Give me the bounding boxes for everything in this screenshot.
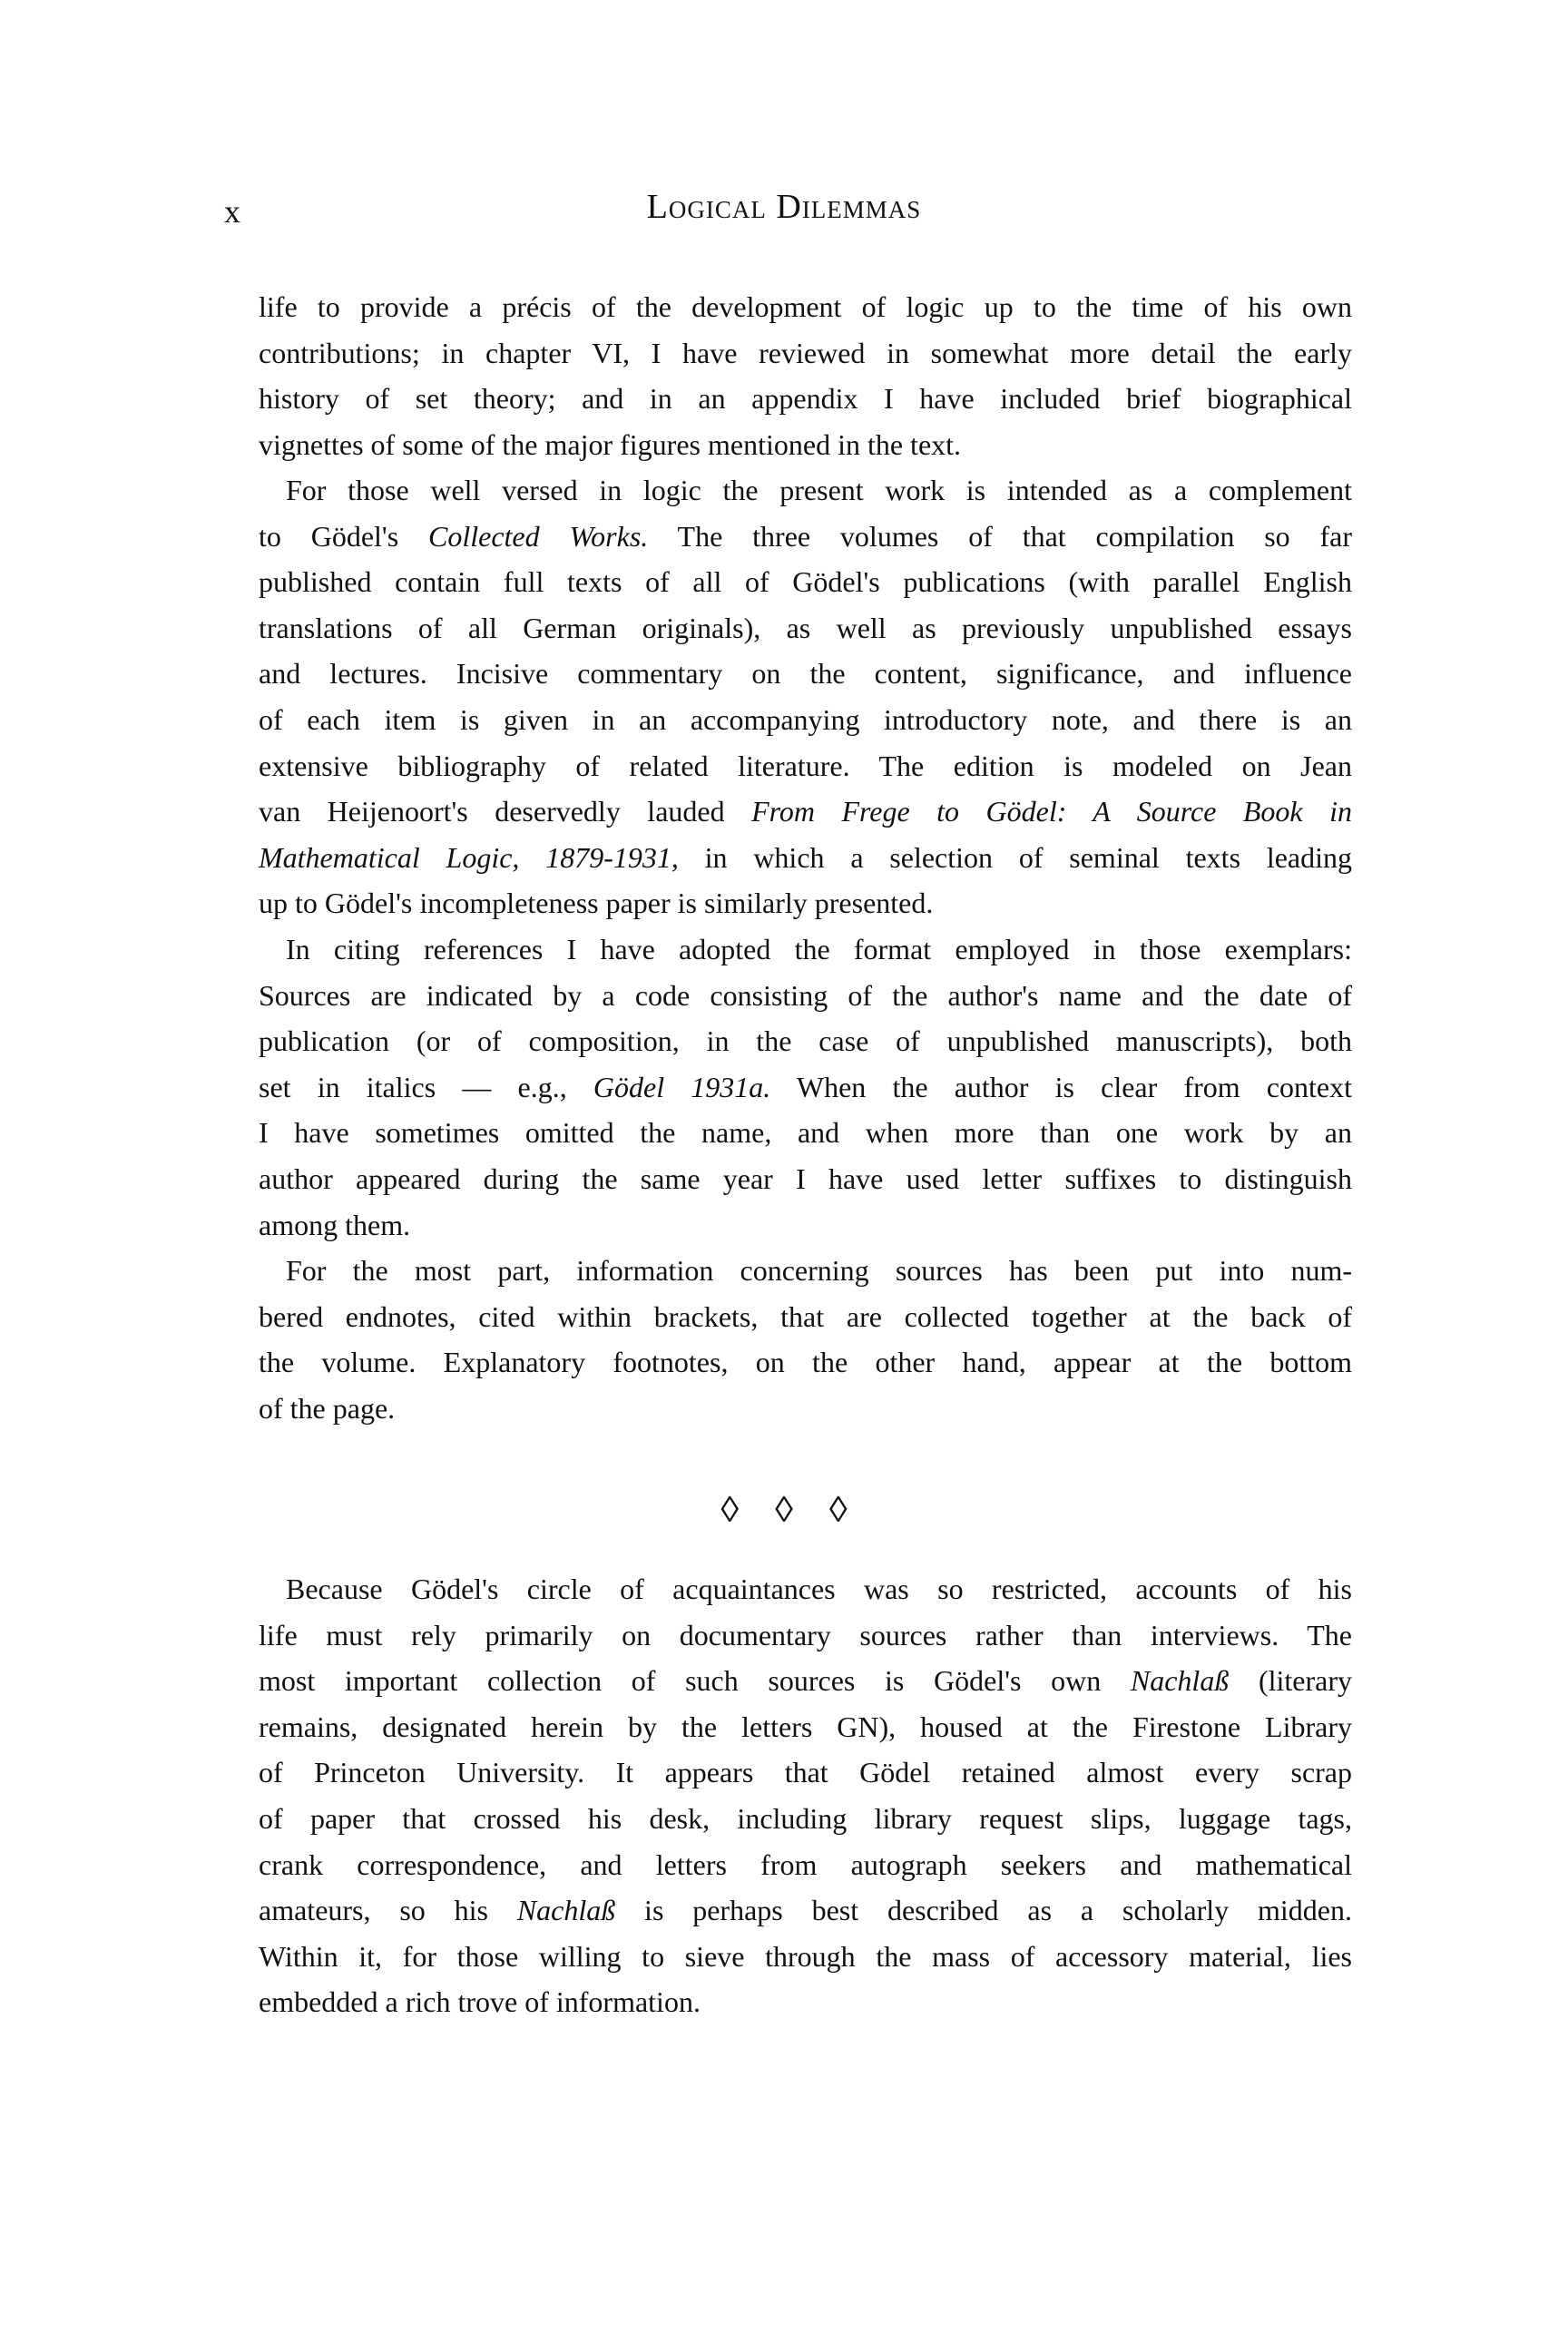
paragraph xyxy=(259,284,1352,467)
text-run: in which a selection of seminal texts leading xyxy=(678,840,1353,874)
paragraph xyxy=(259,1248,1352,1431)
text-line xyxy=(259,330,1352,377)
text-run: publication (or of composition, in the case of unpublished manuscripts), both xyxy=(259,1024,1352,1058)
italic-text: Collected Works. xyxy=(428,519,649,553)
italic-text: Mathematical Logic, 1879-1931, xyxy=(259,840,679,874)
italic-text: From Frege to Gödel: A Source Book in xyxy=(751,795,1353,828)
text-line xyxy=(259,605,1352,652)
text-line xyxy=(259,1294,1352,1340)
text-run: set in italics — e.g., xyxy=(259,1070,593,1103)
text-line xyxy=(259,1386,1352,1432)
paragraph xyxy=(259,467,1352,926)
text-run: (literary xyxy=(1229,1664,1353,1698)
text-run: contributions; in chapter VI, I have reviewed in somewhat more detail the early xyxy=(259,336,1352,369)
text-line xyxy=(259,1842,1352,1888)
running-title: Logical Dilemmas xyxy=(646,188,922,226)
italic-text: Gödel 1931a. xyxy=(593,1070,771,1103)
text-run: Within it, for those willing to sieve through the mass of accessory material, lies xyxy=(259,1939,1352,1973)
text-run: of each item is given in an accompanying introductory note, and there is an xyxy=(259,702,1352,736)
paragraph xyxy=(259,926,1352,1248)
text-line xyxy=(259,376,1352,422)
text-run: of the page. xyxy=(259,1391,396,1425)
text-line xyxy=(259,1064,1352,1111)
text-line xyxy=(259,514,1352,560)
text-run: translations of all German originals), as well as previously unpublished essays xyxy=(259,611,1352,644)
text-line xyxy=(259,973,1352,1019)
text-line xyxy=(259,880,1352,926)
text-run: author appeared during the same year I have used letter suffixes to distinguish xyxy=(259,1161,1352,1195)
text-run: van Heijenoort's deservedly lauded xyxy=(259,795,752,828)
text-run: up to Gödel's incompleteness paper is similarly presented. xyxy=(259,887,934,920)
text-line xyxy=(259,1156,1352,1202)
text-line xyxy=(259,467,1352,514)
text-run: most important collection of such sources is Gödel's own xyxy=(259,1664,1131,1698)
text-run: among them. xyxy=(259,1208,411,1241)
text-line xyxy=(259,1796,1352,1842)
text-run: amateurs, so his xyxy=(259,1894,517,1927)
text-run: bered endnotes, cited within brackets, that are collected together at the back of xyxy=(259,1299,1352,1333)
text-line xyxy=(259,1704,1352,1750)
paragraph xyxy=(259,1566,1352,2025)
text-line xyxy=(259,1202,1352,1249)
text-run: to Gödel's xyxy=(259,519,428,553)
text-line xyxy=(259,1018,1352,1064)
text-line xyxy=(259,651,1352,697)
text-run: life to provide a précis of the development of logic up to the time of his own xyxy=(259,290,1352,323)
text-run: is perhaps best described as a scholarly midden. xyxy=(615,1894,1352,1927)
text-line xyxy=(259,743,1352,789)
text-run: In citing references I have adopted the format employed in those exemplars: xyxy=(286,933,1352,965)
text-line xyxy=(259,1887,1352,1934)
italic-text: Nachlaß xyxy=(1130,1664,1230,1698)
text-run: remains, designated herein by the letters GN), housed at the Firestone Library xyxy=(259,1710,1352,1743)
text-run: of paper that crossed his desk, including library request slips, luggage tags, xyxy=(259,1801,1352,1835)
text-line xyxy=(259,1612,1352,1659)
text-run: vignettes of some of the major figures mentioned in the text. xyxy=(259,427,962,461)
text-run: the volume. Explanatory footnotes, on the other hand, appear at the bottom xyxy=(259,1346,1352,1379)
text-run: crank correspondence, and letters from autograph seekers and mathematical xyxy=(259,1847,1352,1881)
text-run: Because Gödel's circle of acquaintances was so restricted, accounts of his xyxy=(286,1573,1352,1605)
text-run: of Princeton University. It appears that Gödel retained almost every scrap xyxy=(259,1756,1352,1789)
text-run: and lectures. Incisive commentary on the content, significance, and influence xyxy=(259,657,1352,691)
text-run: extensive bibliography of related literature. The edition is modeled on Jean xyxy=(259,749,1352,782)
text-line xyxy=(259,1248,1352,1294)
text-run: When the author is clear from context xyxy=(770,1070,1353,1103)
italic-text: Nachlaß xyxy=(516,1894,616,1927)
text-line xyxy=(259,697,1352,743)
text-run: Sources are indicated by a code consisting of the author's name and the date of xyxy=(259,978,1352,1012)
text-run: history of set theory; and in an appendix I have included brief biographical xyxy=(259,382,1352,416)
text-run: published contain full texts of all of Gödel's publications (with parallel English xyxy=(259,565,1352,599)
section-break-ornament: ◊ ◊ ◊ xyxy=(720,1489,848,1530)
text-line xyxy=(259,1566,1352,1612)
text-run: For the most part, information concerning sources has been put into num- xyxy=(286,1254,1352,1287)
text-line xyxy=(259,926,1352,973)
text-run: embedded a rich trove of information. xyxy=(259,1985,701,2019)
text-line xyxy=(259,1110,1352,1156)
text-line xyxy=(259,1934,1352,1980)
text-line xyxy=(259,1658,1352,1704)
page-number: x xyxy=(224,193,240,230)
text-line xyxy=(259,284,1352,330)
text-line xyxy=(259,559,1352,605)
text-run: For those well versed in logic the present work is intended as a complement xyxy=(286,474,1352,506)
text-run: The three volumes of that compilation so far xyxy=(648,519,1353,553)
text-line xyxy=(259,1749,1352,1796)
text-run: life must rely primarily on documentary sources rather than interviews. The xyxy=(259,1618,1352,1651)
text-run: I have sometimes omitted the name, and when more than one work by an xyxy=(259,1116,1352,1150)
text-line xyxy=(259,835,1352,881)
text-line xyxy=(259,422,1352,468)
text-line xyxy=(259,1979,1352,2025)
text-line xyxy=(259,1339,1352,1386)
text-line xyxy=(259,789,1352,835)
